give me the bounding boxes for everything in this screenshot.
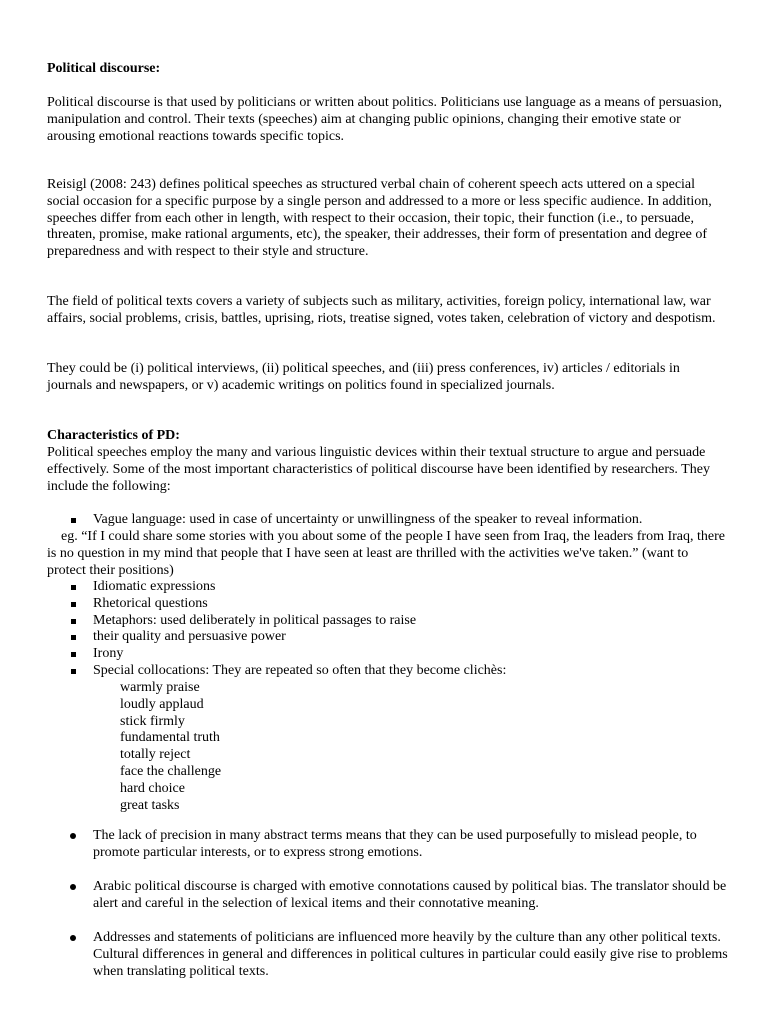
list-item-text: Vague language: used in case of uncertainty or unwillingness of the speaker to reveal information.: [93, 512, 643, 527]
collocation-item: hard choice: [120, 780, 185, 796]
characteristics-list: [0, 579, 768, 680]
paragraph-reisigl: Reisigl (2008: 243) defines political speeches as structured verbal chain of coherent speech acts uttered on a special social occasion for a specific purpose by a single person and addressed to a more or less specific audience. In addition, speeches differ from each other in length, with respect to their occasion, their topic, their function (i.e., to persuade, threaten, promise, make rational arguments, etc), the speaker, their addresses, their form of presentation and degree of preparedness and with respect to their style and structure.: [47, 177, 712, 260]
dot-list-item-text: The lack of precision in many abstract terms means that they can be used purposefully to mislead people, to promote particular interests, or to express strong emotions.: [93, 828, 697, 860]
collocation-item: totally reject: [120, 747, 191, 763]
list-item: [0, 629, 768, 646]
paragraph-characteristics: Political speeches employ the many and various linguistic devices within their textual structure to argue and persuade effectively. Some of the most important characteristics of political discourse have been identified by researchers. They include the following:: [47, 445, 710, 494]
square-bullet-icon: [71, 652, 76, 657]
collocation-item: loudly applaud: [120, 696, 204, 712]
example-quote: eg. “If I could share some stories with you about some of the people I have seen from Iraq, the leaders from Iraq, there is no question in my mind that people that I have seen at least are thrilled with the activities we've taken.” (want to protect their positions): [47, 529, 725, 578]
collocation-item: fundamental truth: [120, 730, 220, 746]
list-item: [0, 613, 768, 630]
collocation-item: face the challenge: [120, 763, 222, 779]
collocations-list: [120, 680, 221, 814]
round-bullet-icon: [70, 935, 76, 941]
heading-political-discourse: Political discourse:: [47, 61, 161, 76]
list-item: [0, 579, 768, 596]
dot-list-item: [93, 828, 733, 862]
list-item: [0, 512, 768, 529]
dot-list-item-text: Addresses and statements of politicians are influenced more heavily by the culture than any other political texts. Cultural differences in general and differences in political cultures in particular could easily give rise to problems when translating political texts.: [93, 930, 728, 979]
list-item-text: Rhetorical questions: [93, 595, 208, 611]
dot-list-item: [93, 879, 733, 913]
round-bullet-icon: [70, 884, 76, 890]
list-item-text: their quality and persuasive power: [93, 629, 286, 645]
list-item-text: Idiomatic expressions: [93, 579, 216, 594]
heading-characteristics: Characteristics of PD:: [47, 428, 180, 443]
list-item: [0, 646, 768, 663]
square-bullet-icon: [71, 669, 76, 674]
list-item-text: Special collocations: They are repeated so often that they become clichès:: [93, 662, 507, 678]
collocation-item: great tasks: [120, 797, 180, 813]
square-bullet-icon: [71, 602, 76, 607]
collocation-item: warmly praise: [120, 680, 200, 695]
dot-list-item-text: Arabic political discourse is charged with emotive connotations caused by political bias. The translator should be alert and careful in the selection of lexical items and their connotative meaning.: [93, 879, 727, 911]
list-item-text: Irony: [93, 646, 124, 662]
paragraph-definition: Political discourse is that used by politicians or written about politics. Politicians use language as a means of persuasion, manipulation and control. Their texts (speeches) aim at changing public opinions, changing their emotive state or arousing emotional reactions towards specific topics.: [47, 95, 722, 144]
dot-list-item: [93, 930, 733, 980]
square-bullet-icon: [71, 518, 76, 523]
paragraph-types: They could be (i) political interviews, (ii) political speeches, and (iii) press conferences, iv) articles / editorials in journals and newspapers, or v) academic writings on politics found in specialized journals.: [47, 361, 680, 393]
square-bullet-icon: [71, 619, 76, 624]
collocation-item: stick firmly: [120, 713, 185, 729]
square-bullet-icon: [71, 585, 76, 590]
square-bullet-icon: [71, 635, 76, 640]
vague-list: [0, 512, 768, 529]
list-item: [0, 596, 768, 613]
list-item-text: Metaphors: used deliberately in political passages to raise: [93, 612, 417, 628]
paragraph-field: The field of political texts covers a variety of subjects such as military, activities, foreign policy, international law, war affairs, social problems, crisis, battles, uprising, riots, treatise signed, votes taken, celebration of victory and despotism.: [47, 294, 716, 326]
round-bullet-icon: [70, 833, 76, 839]
list-item: [0, 663, 768, 680]
